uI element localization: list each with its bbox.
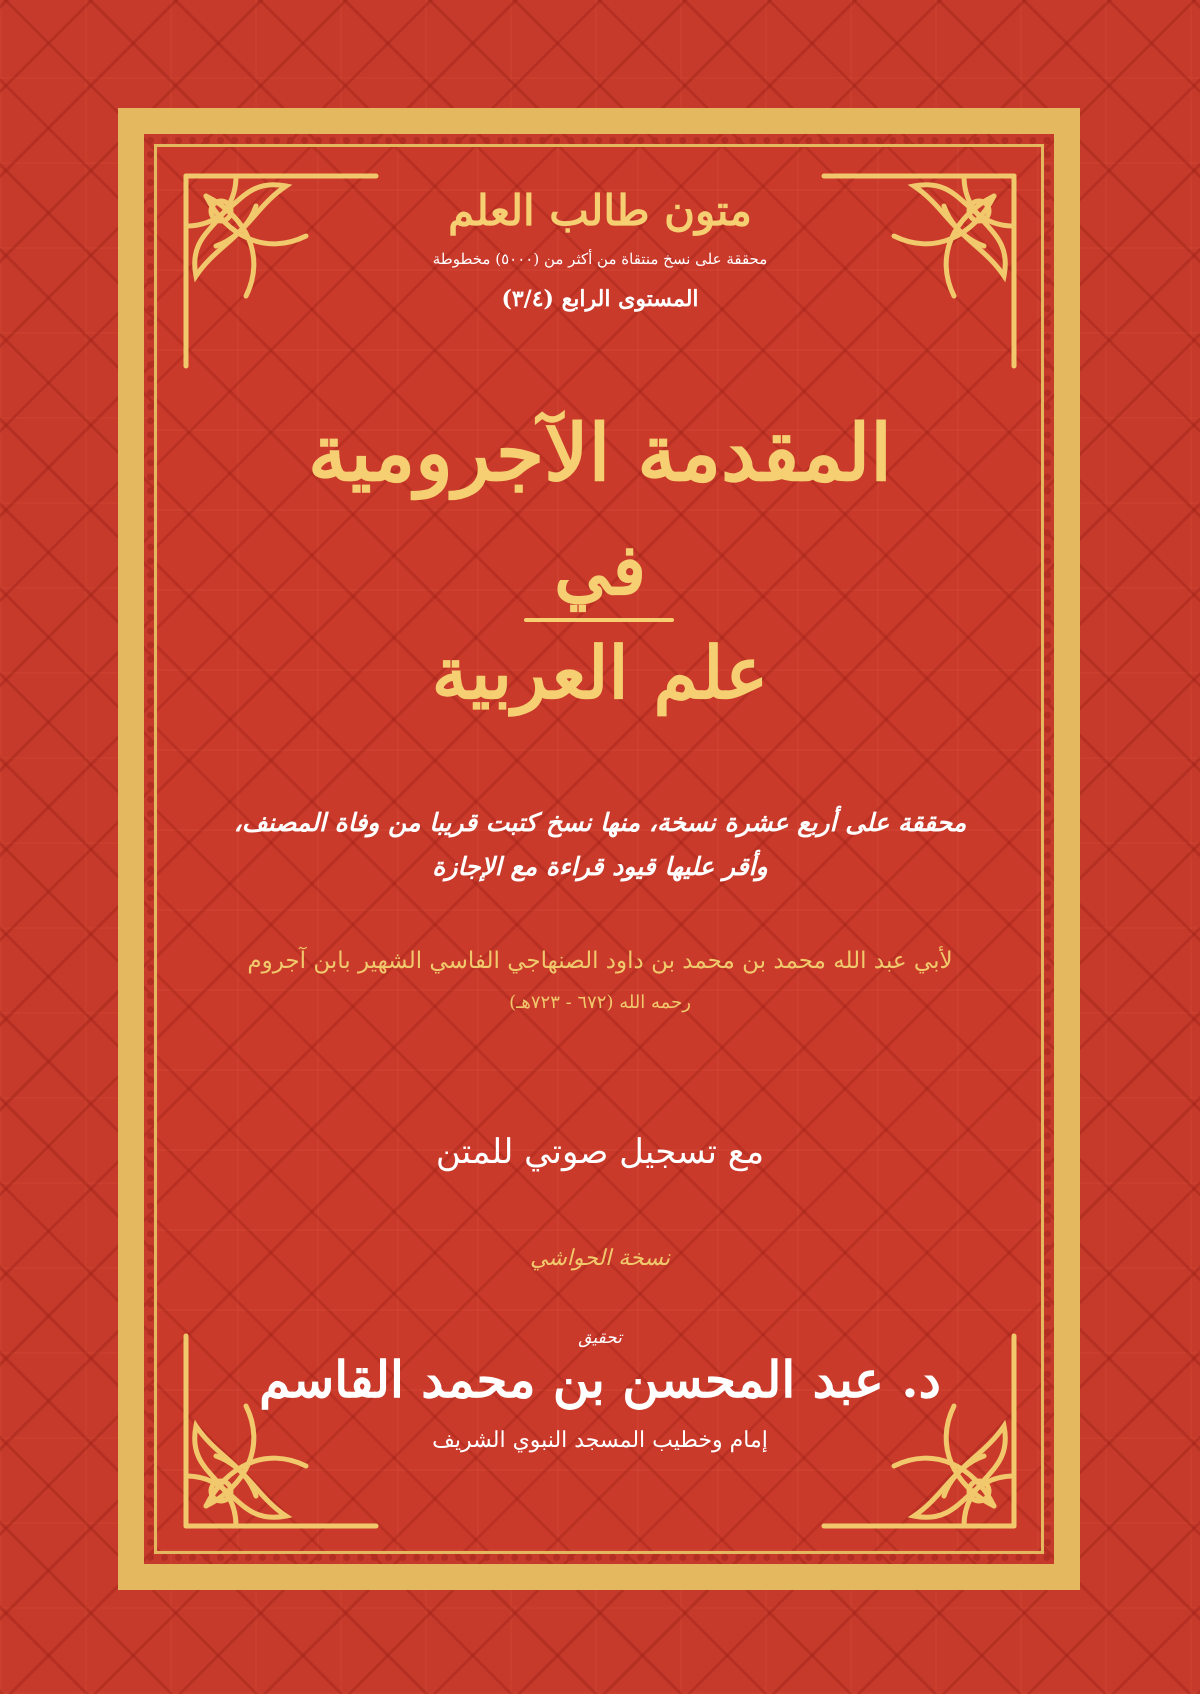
- series-level: المستوى الرابع (٣/٤): [501, 286, 699, 312]
- editor-name: د. عبد المحسن بن محمد القاسم: [259, 1350, 941, 1409]
- edition-label: نسخة الحواشي: [529, 1246, 670, 1271]
- series-subtitle: محققة على نسخ منتقاة من أكثر من (٥٠٠٠) مخطوطة: [432, 250, 768, 268]
- author-line-2: رحمه الله (٦٧٢ - ٧٢٣هـ): [509, 992, 691, 1013]
- book-title: المقدمة الآجرومية: [308, 408, 892, 499]
- book-title-fi: في: [554, 528, 646, 611]
- author-line-1: لأبي عبد الله محمد بن محمد بن داود الصنهاجي الفاسي الشهير بابن آجروم: [247, 948, 953, 974]
- editor-role: إمام وخطيب المسجد النبوي الشريف: [432, 1428, 768, 1453]
- audio-note: مع تسجيل صوتي للمتن: [435, 1132, 765, 1172]
- description-line-1: محققة على أربع عشرة نسخة، منها نسخ كتبت قريبا من وفاة المصنف،: [233, 808, 967, 837]
- description-line-2: وأقر عليها قيود قراءة مع الإجازة: [432, 852, 768, 881]
- editor-label: تحقيق: [578, 1328, 622, 1348]
- title-divider: [524, 618, 674, 622]
- book-subtitle: علم العربية: [431, 630, 769, 715]
- series-title: متون طالب العلم: [448, 186, 752, 235]
